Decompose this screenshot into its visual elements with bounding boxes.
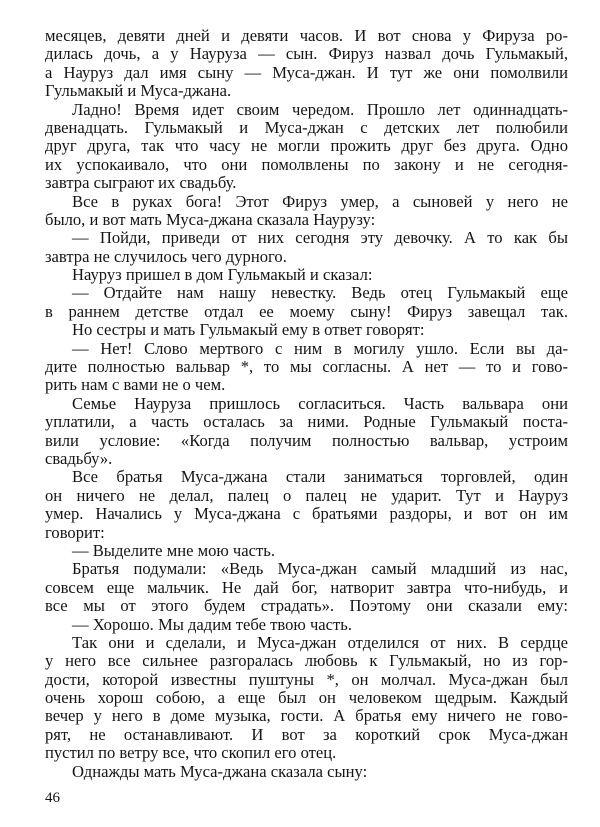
text-line: Так они и сделали, и Муса-джан отделился от них. В сердце [72,632,568,652]
text-line: Братья подумали: «Ведь Муса-джан самый младший из нас, [72,559,568,579]
page-number: 46 [45,790,60,806]
text-line: рят, не останавливают. И вот за короткий срок Муса-джан [45,724,568,744]
text-line: очень хорош собою, а еще был он человеком щедрым. Каждый [45,688,568,708]
text-line: говорит: [45,522,105,542]
text-line: — Пойди, приведи от них сегодня эту девочку. А то как бы [72,228,568,248]
text-line: Науруз пришел в дом Гульмакый и сказал: [72,265,373,285]
text-line: — Хорошо. Мы дадим тебе твою часть. [72,614,352,634]
text-line: свадьбу». [45,448,113,468]
text-line: пустил по ветру все, что скопил его отец. [45,743,337,763]
text-line: — Отдайте нам нашу невестку. Ведь отец Гульмакый еще [72,283,568,303]
text-line: завтра сыграют их свадьбу. [45,173,237,193]
text-line: друг друга, так что часу не могли прожить друг без друга. Одно [45,136,568,156]
text-line: месяцев, девяти дней и девяти часов. И вот снова у Фируза ро- [45,26,568,45]
text-line: дите полностью вальвар *, то мы согласны. А нет — то и гово- [45,357,568,377]
text-line: Ладно! Время идет своим чередом. Прошло лет одиннадцать- [72,99,568,119]
text-line: Однажды мать Муса-джана сказала сыну: [72,761,368,781]
text-line: Гульмакый и Муса-джана. [45,81,232,101]
text-line: было, и вот мать Муса-джана сказала Наурузу: [45,209,376,229]
text-line: вили условие: «Когда получим полностью вальвар, устроим [45,430,568,450]
text-line: завтра не случилось чего дурного. [45,246,287,266]
text-line: Семье Науруза пришлось согласиться. Часть вальвара они [72,393,568,413]
text-line: их успокаивало, что они помолвлены по закону и не сегодня- [45,154,568,174]
text-line: совсем еще мальчик. Не дай бог, натворит завтра что-нибудь, и [45,577,568,597]
page-body-text [45,27,568,781]
text-line: уплатили, а часть осталась за ними. Родные Гульмакый поста- [45,412,568,432]
text-line: Но сестры и мать Гульмакый ему в ответ говорят: [72,320,425,340]
text-line: рить нам с вами не о чем. [45,375,226,395]
text-line: вечер у него в доме музыка, гости. А братья ему ничего не гово- [45,706,568,726]
text-line: дости, которой известны пуштуны *, он молчал. Муса-джан был [45,669,568,689]
text-line: умер. Начались у Муса-джана с братьями раздоры, и вот он им [45,504,568,524]
text-line: Все в руках бога! Этот Фируз умер, а сыновей у него не [72,191,568,211]
text-line: дилась дочь, а у Науруза — сын. Фируз назвал дочь Гульмакый, [45,44,568,64]
text-line: он ничего не делал, палец о палец не ударит. Тут и Науруз [45,485,568,505]
text-line: Все братья Муса-джана стали заниматься торговлей, один [72,467,568,487]
text-line: — Нет! Слово мертвого с ним в могилу ушло. Если вы да- [72,338,568,358]
text-line: у него все сильнее разгоралась любовь к Гульмакый, но из гор- [45,651,568,671]
text-line: а Науруз дал имя сыну — Муса-джан. И тут же они помолвили [45,62,568,82]
text-line: — Выделите мне мою часть. [72,540,275,560]
text-line: в раннем детстве отдал ее моему сыну! Фируз завещал так. [45,301,568,321]
text-line: двенадцать. Гульмакый и Муса-джан с детских лет полюбили [45,117,568,137]
text-line: все мы от этого будем страдать». Поэтому они сказали ему: [45,596,568,616]
